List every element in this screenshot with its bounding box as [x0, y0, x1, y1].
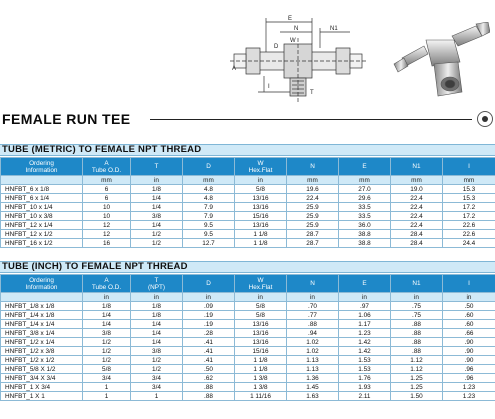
table-row [1, 185, 495, 194]
spec-value-cell: 22.6 [443, 230, 495, 239]
spec-value-cell: 15.3 [443, 194, 495, 203]
spec-value-cell: 1.50 [391, 392, 443, 401]
ordering-code-cell: HNFBT_16 x 1/2 [1, 239, 83, 248]
spec-value-cell: 22.4 [287, 194, 339, 203]
label-n1: N1 [330, 26, 338, 32]
spec-value-cell: 1 1/8 [235, 365, 287, 374]
col-w: W Hex.Flat [235, 158, 287, 176]
spec-value-cell: 17.2 [443, 203, 495, 212]
title-divider [150, 119, 472, 120]
spec-value-cell: .60 [443, 311, 495, 320]
unit-row: mm in mm in mm mm mm mm [1, 176, 495, 185]
table-row [1, 302, 495, 311]
table-row [1, 338, 495, 347]
spec-value-cell: 12 [83, 221, 131, 230]
table-row [1, 194, 495, 203]
spec-value-cell: 1 [83, 383, 131, 392]
spec-value-cell: 4.8 [183, 185, 235, 194]
spec-value-cell: 19.0 [391, 185, 443, 194]
table-row [1, 212, 495, 221]
spec-value-cell: .19 [183, 311, 235, 320]
spec-value-cell: 1/4 [83, 320, 131, 329]
table-row [1, 392, 495, 401]
spec-value-cell: 1/2 [131, 230, 183, 239]
spec-value-cell: 22.4 [391, 221, 443, 230]
spec-value-cell: 33.5 [339, 203, 391, 212]
spec-value-cell: 1.42 [339, 347, 391, 356]
ordering-code-cell: HNFBT_6 x 1/4 [1, 194, 83, 203]
spec-value-cell: 1/8 [131, 185, 183, 194]
section-heading-metric: TUBE (METRIC) TO FEMALE NPT THREAD [0, 144, 495, 156]
col-t: T (NPT) [131, 275, 183, 293]
table-row [1, 374, 495, 383]
spec-value-cell: 13/16 [235, 338, 287, 347]
col-t: T [131, 158, 183, 176]
spec-value-cell: .96 [443, 374, 495, 383]
spec-value-cell: 16 [83, 239, 131, 248]
table-row [1, 311, 495, 320]
ordering-code-cell: HNFBT_1/2 x 1/4 [1, 338, 83, 347]
spec-value-cell: .96 [443, 365, 495, 374]
spec-value-cell: .88 [391, 347, 443, 356]
spec-value-cell: 5/8 [83, 365, 131, 374]
spec-value-cell: .41 [183, 347, 235, 356]
spec-value-cell: 5/8 [235, 311, 287, 320]
spec-value-cell: 1.42 [339, 338, 391, 347]
spec-value-cell: 1/4 [131, 329, 183, 338]
spec-value-cell: 22.6 [443, 221, 495, 230]
spec-value-cell: 1 1/8 [235, 230, 287, 239]
spec-value-cell: 6 [83, 194, 131, 203]
spec-value-cell: 15/16 [235, 212, 287, 221]
spec-value-cell: 1.23 [339, 329, 391, 338]
ordering-code-cell: HNFBT_12 x 1/2 [1, 230, 83, 239]
spec-value-cell: .66 [443, 329, 495, 338]
col-n: N [287, 158, 339, 176]
ordering-code-cell: HNFBT_1/8 x 1/8 [1, 302, 83, 311]
table-row [1, 203, 495, 212]
spec-value-cell: 1/2 [83, 347, 131, 356]
ordering-code-cell: HNFBT_1/4 x 1/8 [1, 311, 83, 320]
col-i: I [443, 275, 495, 293]
spec-value-cell: 1.45 [287, 383, 339, 392]
col-ordering: Ordering Information [1, 275, 83, 293]
table-row [1, 347, 495, 356]
label-e: E [288, 16, 293, 22]
spec-value-cell: 22.4 [391, 203, 443, 212]
spec-value-cell: 33.5 [339, 212, 391, 221]
spec-value-cell: 1 [131, 392, 183, 401]
spec-value-cell: .28 [183, 329, 235, 338]
spec-value-cell: .50 [443, 302, 495, 311]
spec-value-cell: .19 [183, 320, 235, 329]
spec-value-cell: 1/8 [131, 311, 183, 320]
spec-value-cell: 12.7 [183, 239, 235, 248]
spec-value-cell: 28.7 [287, 239, 339, 248]
spec-value-cell: .90 [443, 347, 495, 356]
spec-value-cell: 1.23 [443, 392, 495, 401]
spec-value-cell: 29.6 [339, 194, 391, 203]
spec-value-cell: 10 [83, 203, 131, 212]
spec-value-cell: 1.17 [339, 320, 391, 329]
spec-value-cell: 3/4 [83, 374, 131, 383]
spec-value-cell: 1/4 [131, 221, 183, 230]
spec-value-cell: 28.4 [391, 239, 443, 248]
col-n1: N1 [391, 275, 443, 293]
spec-value-cell: 13/16 [235, 329, 287, 338]
spec-value-cell: 1 3/8 [235, 374, 287, 383]
spec-value-cell: .88 [183, 392, 235, 401]
table-row [1, 239, 495, 248]
spec-value-cell: .75 [391, 311, 443, 320]
spec-value-cell: 1/2 [131, 356, 183, 365]
spec-value-cell: 1/4 [83, 311, 131, 320]
spec-value-cell: 1 3/8 [235, 383, 287, 392]
spec-value-cell: .09 [183, 302, 235, 311]
spec-value-cell: 25.9 [287, 221, 339, 230]
ordering-code-cell: HNFBT_10 x 3/8 [1, 212, 83, 221]
spec-value-cell: 3/4 [131, 383, 183, 392]
spec-value-cell: .75 [391, 302, 443, 311]
spec-value-cell: 1.12 [391, 356, 443, 365]
spec-value-cell: 3/4 [131, 374, 183, 383]
spec-value-cell: 1.25 [391, 374, 443, 383]
spec-value-cell: 6 [83, 185, 131, 194]
ordering-code-cell: HNFBT_5/8 X 1/2 [1, 365, 83, 374]
spec-value-cell: 1 [83, 392, 131, 401]
spec-value-cell: 1.13 [287, 356, 339, 365]
spec-value-cell: .90 [443, 356, 495, 365]
table-row [1, 320, 495, 329]
col-n1: N1 [391, 158, 443, 176]
label-w: W [290, 38, 296, 44]
spec-value-cell: .70 [287, 302, 339, 311]
spec-value-cell: 1.53 [339, 365, 391, 374]
spec-value-cell: 1/4 [131, 338, 183, 347]
spec-value-cell: 1 1/8 [235, 239, 287, 248]
col-i: I [443, 158, 495, 176]
spec-value-cell: .90 [443, 338, 495, 347]
col-a: A Tube O.D. [83, 275, 131, 293]
spec-value-cell: 28.7 [287, 230, 339, 239]
col-n: N [287, 275, 339, 293]
spec-value-cell: 1.25 [391, 383, 443, 392]
table-row [1, 356, 495, 365]
spec-value-cell: 1 1/8 [235, 356, 287, 365]
spec-value-cell: 25.9 [287, 212, 339, 221]
spec-value-cell: 7.9 [183, 203, 235, 212]
spec-value-cell: .88 [391, 338, 443, 347]
spec-value-cell: 5/8 [235, 185, 287, 194]
spec-value-cell: 9.5 [183, 230, 235, 239]
tee-dimension-drawing [228, 8, 368, 108]
spec-value-cell: 4.8 [183, 194, 235, 203]
table-row [1, 329, 495, 338]
spec-value-cell: 1.12 [391, 365, 443, 374]
ordering-code-cell: HNFBT_10 x 1/4 [1, 203, 83, 212]
spec-value-cell: 1/8 [83, 302, 131, 311]
title-row [0, 108, 495, 130]
spec-value-cell: 12 [83, 230, 131, 239]
spec-value-cell: 15/16 [235, 347, 287, 356]
spec-value-cell: 28.4 [391, 230, 443, 239]
spec-value-cell: 1/2 [131, 239, 183, 248]
spec-value-cell: 13/16 [235, 194, 287, 203]
label-d: D [274, 44, 279, 50]
spec-value-cell: .62 [183, 374, 235, 383]
spec-value-cell: 1/2 [83, 338, 131, 347]
spec-value-cell: .97 [339, 302, 391, 311]
col-e: E [339, 158, 391, 176]
product-figure [0, 0, 495, 108]
spec-value-cell: 3/8 [131, 347, 183, 356]
spec-value-cell: 1.93 [339, 383, 391, 392]
spec-value-cell: .88 [391, 320, 443, 329]
ordering-code-cell: HNFBT_3/4 X 3/4 [1, 374, 83, 383]
ordering-code-cell: HNFBT_3/8 x 1/4 [1, 329, 83, 338]
label-n: N [294, 26, 299, 32]
spec-value-cell: 36.0 [339, 221, 391, 230]
spec-value-cell: 1/4 [131, 194, 183, 203]
spec-value-cell: 17.2 [443, 212, 495, 221]
spec-value-cell: .41 [183, 338, 235, 347]
spec-value-cell: 5/8 [235, 302, 287, 311]
section-heading-inch: TUBE (INCH) TO FEMALE NPT THREAD [0, 261, 495, 273]
spec-value-cell: 10 [83, 212, 131, 221]
spec-value-cell: 2.11 [339, 392, 391, 401]
spec-value-cell: 1.23 [443, 383, 495, 392]
spec-value-cell: 19.6 [287, 185, 339, 194]
spec-value-cell: 1.02 [287, 347, 339, 356]
ordering-code-cell: HNFBT_1/4 x 1/4 [1, 320, 83, 329]
spec-value-cell: 1.06 [339, 311, 391, 320]
unit-row: in in in in in in in in [1, 293, 495, 302]
spec-value-cell: 22.4 [391, 212, 443, 221]
col-a: A Tube O.D. [83, 158, 131, 176]
spec-value-cell: .50 [183, 365, 235, 374]
label-i: I [268, 84, 270, 90]
spec-value-cell: .88 [183, 383, 235, 392]
spec-value-cell: 1.53 [339, 356, 391, 365]
spec-value-cell: .88 [287, 320, 339, 329]
spec-value-cell: 13/16 [235, 221, 287, 230]
table-row [1, 383, 495, 392]
spec-value-cell: 1 11/16 [235, 392, 287, 401]
ordering-code-cell: HNFBT_1 X 3/4 [1, 383, 83, 392]
col-e: E [339, 275, 391, 293]
spec-value-cell: .41 [183, 356, 235, 365]
page-title: FEMALE RUN TEE [2, 111, 131, 127]
spec-value-cell: 1/4 [131, 320, 183, 329]
spec-value-cell: .88 [391, 329, 443, 338]
tee-product-photo [392, 22, 490, 102]
spec-value-cell: 3/8 [83, 329, 131, 338]
spec-value-cell: .77 [287, 311, 339, 320]
col-d: D [183, 275, 235, 293]
col-w: W Hex.Flat [235, 275, 287, 293]
spec-value-cell: 3/8 [131, 212, 183, 221]
ordering-code-cell: HNFBT_12 x 1/4 [1, 221, 83, 230]
spec-value-cell: 27.0 [339, 185, 391, 194]
spec-value-cell: 1/2 [83, 356, 131, 365]
metric-spec-table [0, 157, 495, 248]
spec-value-cell: 1/4 [131, 203, 183, 212]
col-ordering: Ordering Information [1, 158, 83, 176]
spec-value-cell: 38.8 [339, 230, 391, 239]
spec-value-cell: 1.63 [287, 392, 339, 401]
spec-value-cell: 13/16 [235, 320, 287, 329]
label-a: A [232, 66, 237, 72]
spec-value-cell: 1/2 [131, 365, 183, 374]
spec-value-cell: 22.4 [391, 194, 443, 203]
spec-value-cell: 1/8 [131, 302, 183, 311]
ordering-code-cell: HNFBT_6 x 1/8 [1, 185, 83, 194]
table-row [1, 221, 495, 230]
label-t: T [310, 90, 314, 96]
spec-value-cell: 38.8 [339, 239, 391, 248]
ordering-code-cell: HNFBT_1 X 1 [1, 392, 83, 401]
spec-value-cell: .94 [287, 329, 339, 338]
table-row [1, 230, 495, 239]
spec-value-cell: 7.9 [183, 212, 235, 221]
ordering-code-cell: HNFBT_1/2 x 1/2 [1, 356, 83, 365]
table-row [1, 365, 495, 374]
spec-value-cell: 25.9 [287, 203, 339, 212]
spec-value-cell: 1.13 [287, 365, 339, 374]
spec-value-cell: 1.36 [287, 374, 339, 383]
spec-value-cell: 9.5 [183, 221, 235, 230]
spec-value-cell: .60 [443, 320, 495, 329]
spec-value-cell: 1.76 [339, 374, 391, 383]
spec-value-cell: 13/16 [235, 203, 287, 212]
inch-spec-table [0, 274, 495, 401]
spec-value-cell: 1.02 [287, 338, 339, 347]
col-d: D [183, 158, 235, 176]
circle-bullet-icon [477, 111, 493, 127]
ordering-code-cell: HNFBT_1/2 x 3/8 [1, 347, 83, 356]
spec-value-cell: 24.4 [443, 239, 495, 248]
spec-value-cell: 15.3 [443, 185, 495, 194]
